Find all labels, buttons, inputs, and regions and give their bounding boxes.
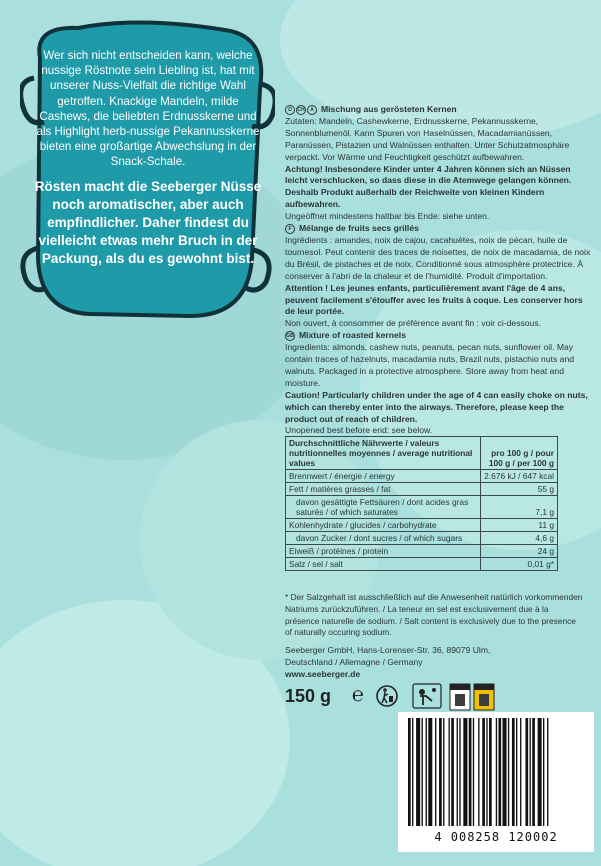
german-best-before: Ungeöffnet mindestens haltbar bis Ende: siehe unten. xyxy=(285,211,490,222)
nutrient-label: davon Zucker / dont sucres / of which sugars xyxy=(286,532,481,545)
triman-icon xyxy=(412,683,442,709)
french-ingredients: Ingrédients : amandes, noix de cajou, cacahuètes, noix de pécan, huile de tournesol. Peut contenir des traces de noisettes, de noix de macadamia, de noix du Brésil, de pistaches et de noix. Conditionné sous atmosphère protectrice. À conserver à l'abri de la chaleur et de l'humidité. Produit d'importation. xyxy=(285,234,591,281)
english-warning: Caution! Particularly children under the age of 4 can easily choke on nuts, which can thereby enter into the airways. Therefore, please keep the product out of reach of children. xyxy=(285,389,588,424)
barcode-bar xyxy=(416,718,420,826)
barcode-bar xyxy=(530,718,531,826)
barcode-bar xyxy=(463,718,467,826)
barcode-bar xyxy=(482,718,485,826)
english-header xyxy=(285,330,593,342)
nutrient-value: 11 g xyxy=(481,519,558,532)
barcode-bar xyxy=(426,718,427,826)
french-best-before: Non ouvert, à consommer de préférence avant fin : voir ci-dessous. xyxy=(285,318,542,329)
nutrient-label: Fett / matières grasses / fat xyxy=(286,483,481,496)
nutrient-value: 7,1 g xyxy=(481,496,558,519)
country-line: Deutschland / Allemagne / Germany xyxy=(285,657,423,667)
nutrient-label: Brennwert / énergie / energy xyxy=(286,470,481,483)
table-row xyxy=(286,519,558,532)
barcode-bars xyxy=(402,718,590,826)
barcode-bar xyxy=(469,718,472,826)
barcode-bar xyxy=(457,718,458,826)
barcode-bar xyxy=(451,718,454,826)
barcode-bar xyxy=(435,718,436,826)
barcode-bar xyxy=(428,718,432,826)
net-weight: 150 g xyxy=(285,686,332,706)
nutrient-label: Eiweiß / protéines / protein xyxy=(286,545,481,558)
barcode-number: 4 008258 120002 xyxy=(434,830,558,844)
country-flags xyxy=(285,224,295,234)
barcode-bar xyxy=(473,718,474,826)
table-row xyxy=(286,532,558,545)
barcode-bar xyxy=(478,718,479,826)
nutrient-value: 4,6 g xyxy=(481,532,558,545)
nutrient-value: 24 g xyxy=(481,545,558,558)
front-description xyxy=(34,48,262,276)
table-row xyxy=(286,558,558,571)
barcode-bar xyxy=(543,718,544,826)
barcode-bar xyxy=(412,718,413,826)
english-best-before: Unopened best before end: see below. xyxy=(285,425,433,436)
country-code-badge: GB xyxy=(286,333,294,340)
country-code-badge: F xyxy=(285,224,295,234)
french-warning: Attention ! Les jeunes enfants, particulièrement avant l'âge de 4 ans, peuvent facilement s'étouffer avec les fruits à coque. Les conserver hors de leur portée. xyxy=(285,282,583,317)
barcode-bar xyxy=(547,718,548,826)
table-row xyxy=(286,496,558,519)
barcode-bar xyxy=(538,718,542,826)
table-row xyxy=(286,483,558,496)
country-flags xyxy=(285,105,317,115)
estimate-mark: ℮ xyxy=(352,684,365,706)
barcode-bar xyxy=(443,718,444,826)
barcode-bar xyxy=(489,718,492,826)
nutrition-header-label: Durchschnittliche Nährwerte / valeurs nutritionnelles moyennes / average nutritional values xyxy=(286,437,481,470)
description-paragraph: Wer sich nicht entscheiden kann, welche nussige Röstnote sein Liebling ist, hat mit unserer Nuss-Vielfalt die richtige Wahl getroffen. Knackige Mandeln, milde Cashews, die beliebten Erdnusskerne und als Highlight herb-nussige Pekannusskerne bieten eine großartige Abwechslung in der Snack-Schale. xyxy=(36,49,260,169)
nutrient-label: davon gesättigte Fettsäuren / dont acides gras saturés / of which saturates xyxy=(286,496,481,519)
barcode-bar xyxy=(503,718,507,826)
french-header xyxy=(285,223,593,235)
nutrient-value: 0,01 g* xyxy=(481,558,558,571)
product-information xyxy=(285,104,593,437)
barcode-bar xyxy=(422,718,423,826)
barcode xyxy=(398,712,594,852)
country-code-badge: D xyxy=(285,105,295,115)
barcode-bar xyxy=(486,718,487,826)
description-roast-note: Rösten macht die Seeberger Nüsse noch aromatischer, aber auch empfindlicher. Daher findest du vielleicht etwas mehr Bruch in der Packung, als du es gewohnt bist. xyxy=(34,178,262,266)
nutrient-value: 2.676 kJ / 647 kcal xyxy=(481,470,558,483)
english-ingredients: Ingredients: almonds, cashew nuts, peanuts, pecan nuts, sunflower oil. May contain traces of hazelnuts, macadamia nuts, Brazil nuts, pistachio nuts and walnuts. Packaged in a protective atmosphere. Store away from heat and moisture. xyxy=(285,342,575,388)
french-title: Mélange de fruits secs grillés xyxy=(299,223,419,234)
barcode-bar xyxy=(498,718,501,826)
country-code-badge: A xyxy=(307,105,317,115)
barcode-bar xyxy=(520,718,521,826)
table-row xyxy=(286,545,558,558)
barcode-bar xyxy=(512,718,515,826)
barcode-bar xyxy=(496,718,497,826)
nutrient-label: Kohlenhydrate / glucides / carbohydrate xyxy=(286,519,481,532)
nutrition-header-value: pro 100 g / pour 100 g / per 100 g xyxy=(481,437,558,470)
english-title: Mixture of roasted kernels xyxy=(299,330,406,341)
website-link: www.seeberger.de xyxy=(285,669,361,679)
nutrient-label: Salz / sel / salt xyxy=(286,558,481,571)
german-title: Mischung aus gerösteten Kernen xyxy=(321,104,457,114)
german-header xyxy=(285,104,593,116)
company-line: Seeberger GmbH, Hans-Lorenser-Str. 36, 89079 Ulm, xyxy=(285,645,491,655)
recycling-bin-icon xyxy=(448,682,496,712)
barcode-bar xyxy=(532,718,535,826)
nutrition-table xyxy=(285,436,558,571)
barcode-bar xyxy=(516,718,517,826)
nutrient-value: 55 g xyxy=(481,483,558,496)
barcode-bar xyxy=(408,718,411,826)
barcode-bar xyxy=(525,718,528,826)
barcode-bar xyxy=(449,718,450,826)
german-warning: Achtung! Insbesondere Kinder unter 4 Jahren können sich an Nüssen leicht verschlucken, so dass diese in die Atemwege gelangen können. Deshalb Produkt außerhalb der Reichweite von kleinen Kindern aufbewahren. xyxy=(285,163,572,210)
tidyman-icon xyxy=(376,684,398,708)
country-code-badge: CH xyxy=(297,106,305,113)
country-flags xyxy=(285,331,295,341)
nutrition-header-row xyxy=(286,437,558,470)
german-ingredients: Zutaten: Mandeln, Cashewkerne, Erdnusskerne, Pekannusskerne, Sonnenblumenöl. Kann Spuren von Haselnüssen, Macadamianüssen, Paranüssen, Pistazien und Walnüssen enthalten. Unter Schutzatmosphäre verpackt. Vor Wärme und Feuchtigkeit geschützt aufbewahren. xyxy=(285,115,570,162)
barcode-bar xyxy=(459,718,460,826)
salt-footnote: * Der Salzgehalt ist ausschließlich auf die Anwesenheit natürlich vorkommenden Natriums zurückzuführen. / La teneur en sel est exclusivement due à la présence naturelle de sodium. / Salt content is exclusively due to the presence of naturally occuring sodium. xyxy=(285,592,583,638)
barcode-bar xyxy=(439,718,442,826)
manufacturer-address xyxy=(285,644,585,680)
table-row xyxy=(286,470,558,483)
barcode-bar xyxy=(508,718,509,826)
